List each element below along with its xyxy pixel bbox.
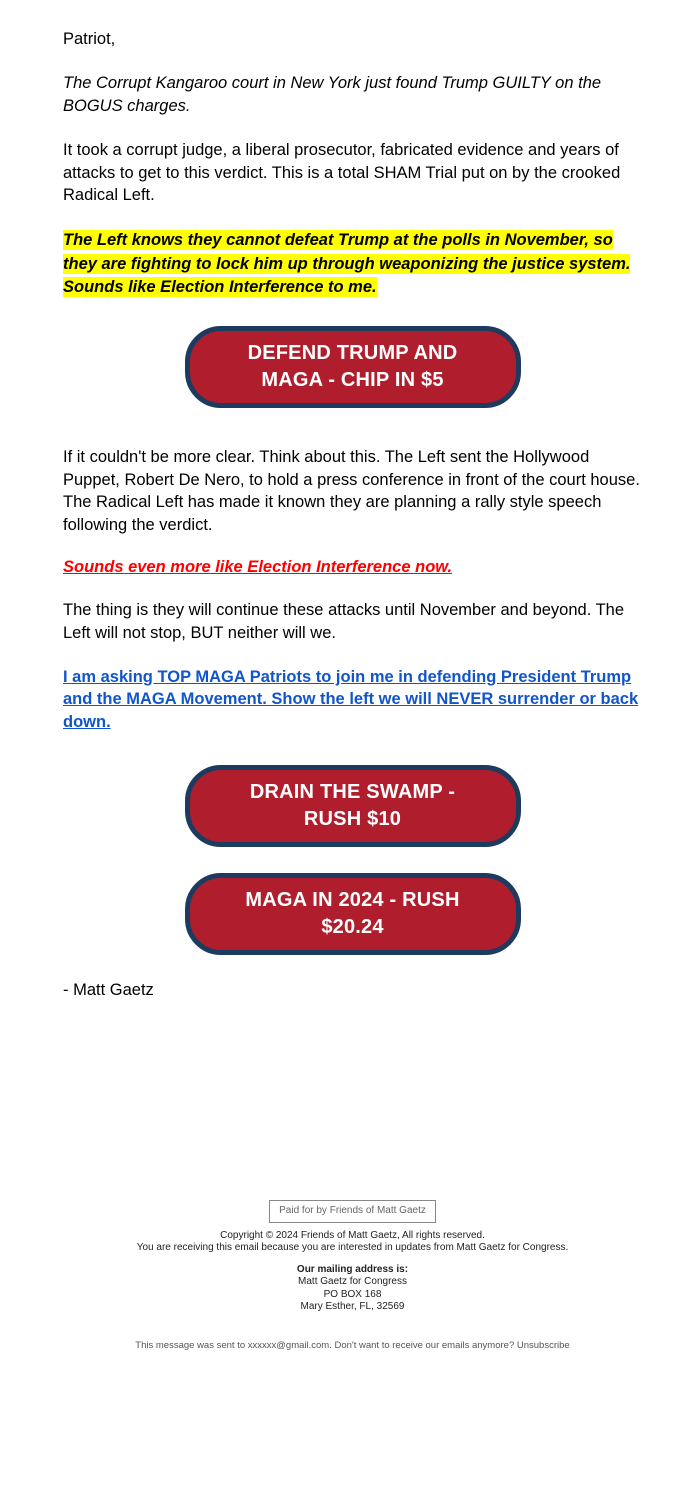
- continue-attacks-paragraph: The thing is they will continue these attacks until November and beyond. The Left will not stop, BUT neither will we.: [63, 601, 625, 642]
- signature: - Matt Gaetz: [63, 981, 154, 1000]
- de-nero-paragraph: If it couldn't be more clear. Think about this. The Left sent the Hollywood Puppet, Robert De Nero, to hold a press conference in front of the court house. The Radical Left has made it known they are planning a rally style speech following the verdict.: [63, 448, 640, 534]
- drain-swamp-rush-button[interactable]: [185, 765, 521, 847]
- sham-trial-paragraph: It took a corrupt judge, a liberal prosecutor, fabricated evidence and years of attacks to get to this verdict. This is a total SHAM Trial put on by the crooked Radical Left.: [63, 141, 621, 205]
- email-footer: [63, 1200, 642, 1351]
- address-line-1: Matt Gaetz for Congress: [298, 1276, 407, 1288]
- sent-to-line: [63, 1340, 642, 1352]
- call-to-action-link[interactable]: [63, 666, 642, 733]
- button-line-2: MAGA - CHIP IN $5: [261, 369, 444, 392]
- maga-2024-rush-button[interactable]: [185, 873, 521, 955]
- defend-trump-chip-in-button[interactable]: [185, 326, 521, 408]
- reason-line: You are receiving this email because you are interested in updates from Matt Gaetz for Congress.: [136, 1242, 569, 1254]
- paid-for-disclaimer: Paid for by Friends of Matt Gaetz: [269, 1200, 436, 1223]
- address-line-2: PO BOX 168: [323, 1288, 382, 1300]
- call-to-action-text: I am asking TOP MAGA Patriots to join me in defending President Trump and the MAGA Movement. Show the left we will NEVER surrender or back down.: [63, 668, 639, 731]
- button-line-1: DRAIN THE SWAMP -: [249, 781, 456, 804]
- disclaimer-box-wrap: [63, 1200, 642, 1223]
- highlight-text: The Left knows they cannot defeat Trump at the polls in November, so they are fighting to lock him up through weaponizing the justice system. Sounds like Election Interference to me.: [63, 230, 631, 297]
- button-line-1: MAGA IN 2024 - RUSH: [245, 889, 460, 912]
- mailing-address-label: Our mailing address is:: [296, 1263, 409, 1275]
- intro-paragraph: The Corrupt Kangaroo court in New York just found Trump GUILTY on the BOGUS charges.: [63, 74, 602, 115]
- greeting: Patriot,: [63, 30, 116, 48]
- unsubscribe-link[interactable]: Unsubscribe: [516, 1339, 570, 1351]
- button-line-1: DEFEND TRUMP AND: [247, 342, 458, 365]
- election-interference-line: Sounds even more like Election Interference now.: [63, 558, 453, 577]
- button-line-2: RUSH $10: [303, 808, 402, 831]
- highlighted-paragraph: [63, 229, 642, 301]
- address-line-3: Mary Esther, FL, 32569: [300, 1301, 405, 1313]
- copyright-line: Copyright © 2024 Friends of Matt Gaetz, All rights reserved.: [220, 1229, 485, 1241]
- sent-to-text: This message was sent to xxxxxx@gmail.com. Don't want to receive our emails anymore?: [135, 1339, 515, 1351]
- button-line-2: $20.24: [321, 916, 384, 939]
